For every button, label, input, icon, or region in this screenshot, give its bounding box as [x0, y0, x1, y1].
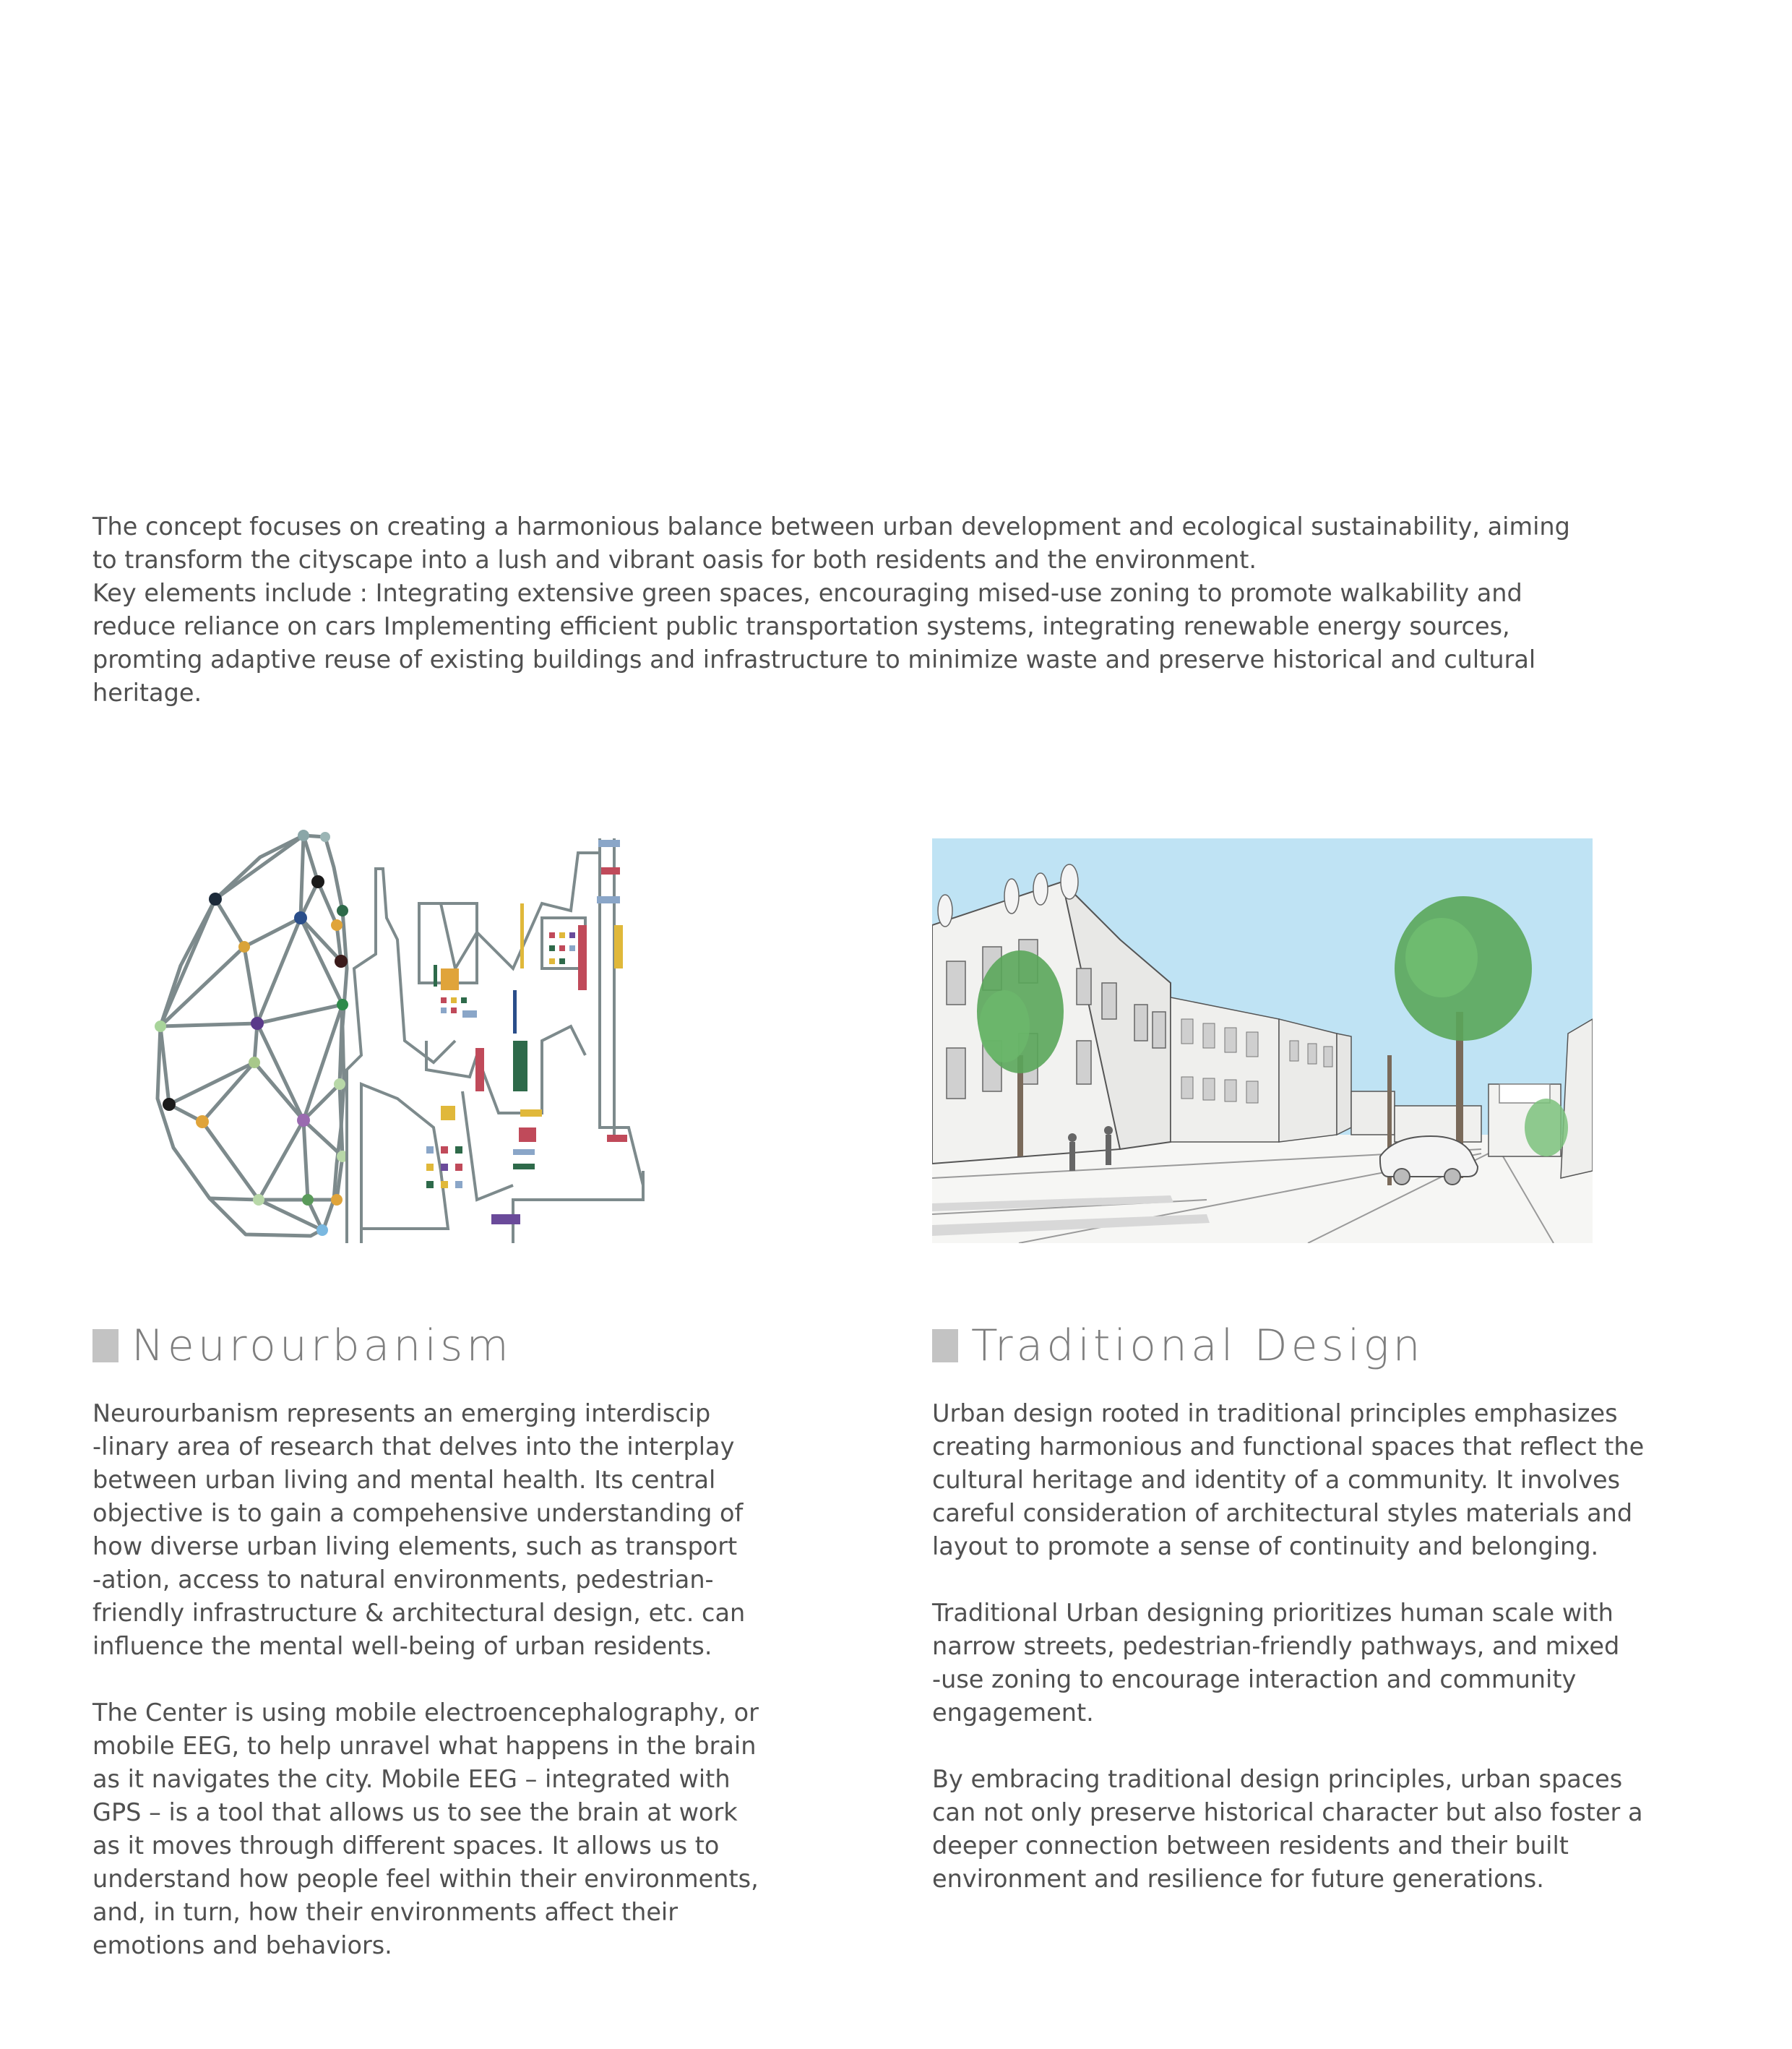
body-line: objective is to gain a compehensive understanding of — [92, 1499, 744, 1527]
body-line: Neurourbanism represents an emerging interdiscip — [92, 1399, 711, 1427]
body-line: and, in turn, how their environments affect their — [92, 1898, 679, 1926]
urban-map-color-blocks — [426, 840, 627, 1224]
body-line: cultural heritage and identity of a community. It involves — [932, 1466, 1621, 1494]
neurourbanism-title: Neurourbanism — [132, 1320, 512, 1371]
body-line: narrow streets, pedestrian-friendly pathways, and mixed — [932, 1632, 1620, 1660]
body-line: Traditional Urban designing prioritizes human scale with — [932, 1599, 1614, 1627]
body-line: as it navigates the city. Mobile EEG – integrated with — [92, 1765, 731, 1793]
neurourbanism-heading — [92, 1320, 512, 1372]
intro-line: The concept focuses on creating a harmonious balance between urban development and ecological sustainability, aiming — [92, 512, 1570, 541]
neurourbanism-diagram — [137, 824, 658, 1250]
intro-line: promting adaptive reuse of existing buildings and infrastructure to minimize waste and preserve historical and cultural — [92, 645, 1536, 674]
intro-line: heritage. — [92, 679, 202, 707]
body-line: The Center is using mobile electroencephalography, or — [92, 1698, 759, 1727]
network-lines — [158, 836, 347, 1236]
dot-grid-1 — [441, 932, 575, 1013]
body-line: understand how people feel within their environments, — [92, 1865, 759, 1893]
body-line: emotions and behaviors. — [92, 1931, 392, 1959]
body-line: between urban living and mental health. Its central — [92, 1466, 716, 1494]
body-line: creating harmonious and functional spaces that reflect the — [932, 1432, 1645, 1461]
traditional-design-body — [932, 1397, 1644, 1896]
traditional-design-heading — [932, 1320, 1424, 1372]
body-line: layout to promote a sense of continuity and belonging. — [932, 1532, 1599, 1560]
paragraph-gap — [932, 1563, 1644, 1597]
body-line: mobile EEG, to help unravel what happens in the brain — [92, 1732, 757, 1760]
body-line: can not only preserve historical character but also foster a — [932, 1798, 1643, 1826]
body-line: -use zoning to encourage interaction and community — [932, 1665, 1577, 1693]
intro-line: Key elements include : Integrating extensive green spaces, encouraging mised-use zoning to promote walkability and — [92, 579, 1522, 607]
body-line: -linary area of research that delves into the interplay — [92, 1432, 735, 1461]
traditional-street-sketch — [932, 838, 1593, 1243]
intro-line: reduce reliance on cars Implementing efficient public transportation systems, integrating renewable energy sources, — [92, 612, 1510, 640]
far-tree — [1525, 1099, 1568, 1156]
body-line: how diverse urban living elements, such as transport — [92, 1532, 738, 1560]
paragraph-gap — [932, 1730, 1644, 1763]
body-line: environment and resilience for future generations. — [932, 1865, 1544, 1893]
body-line: deeper connection between residents and their built — [932, 1831, 1569, 1860]
body-line: engagement. — [932, 1698, 1094, 1727]
traditional-design-title: Traditional Design — [971, 1320, 1424, 1371]
network-nodes — [155, 830, 348, 1236]
body-line: careful consideration of architectural styles materials and — [932, 1499, 1633, 1527]
body-line: GPS – is a tool that allows us to see the brain at work — [92, 1798, 738, 1826]
body-line: influence the mental well-being of urban residents. — [92, 1632, 712, 1660]
intro-paragraph — [92, 510, 1570, 710]
body-line: Urban design rooted in traditional principles emphasizes — [932, 1399, 1618, 1427]
body-line: friendly infrastructure & architectural design, etc. can — [92, 1599, 746, 1627]
dot-grid-2 — [426, 1146, 462, 1188]
body-line: as it moves through different spaces. It allows us to — [92, 1831, 720, 1860]
heading-square-marker — [932, 1329, 958, 1362]
paragraph-gap — [92, 1663, 759, 1696]
body-line: By embracing traditional design principles, urban spaces — [932, 1765, 1623, 1793]
intro-line: to transform the cityscape into a lush and vibrant oasis for both residents and the environment. — [92, 546, 1257, 574]
body-line: -ation, access to natural environments, pedestrian- — [92, 1565, 714, 1594]
neurourbanism-body — [92, 1397, 759, 1962]
heading-square-marker — [92, 1329, 119, 1362]
